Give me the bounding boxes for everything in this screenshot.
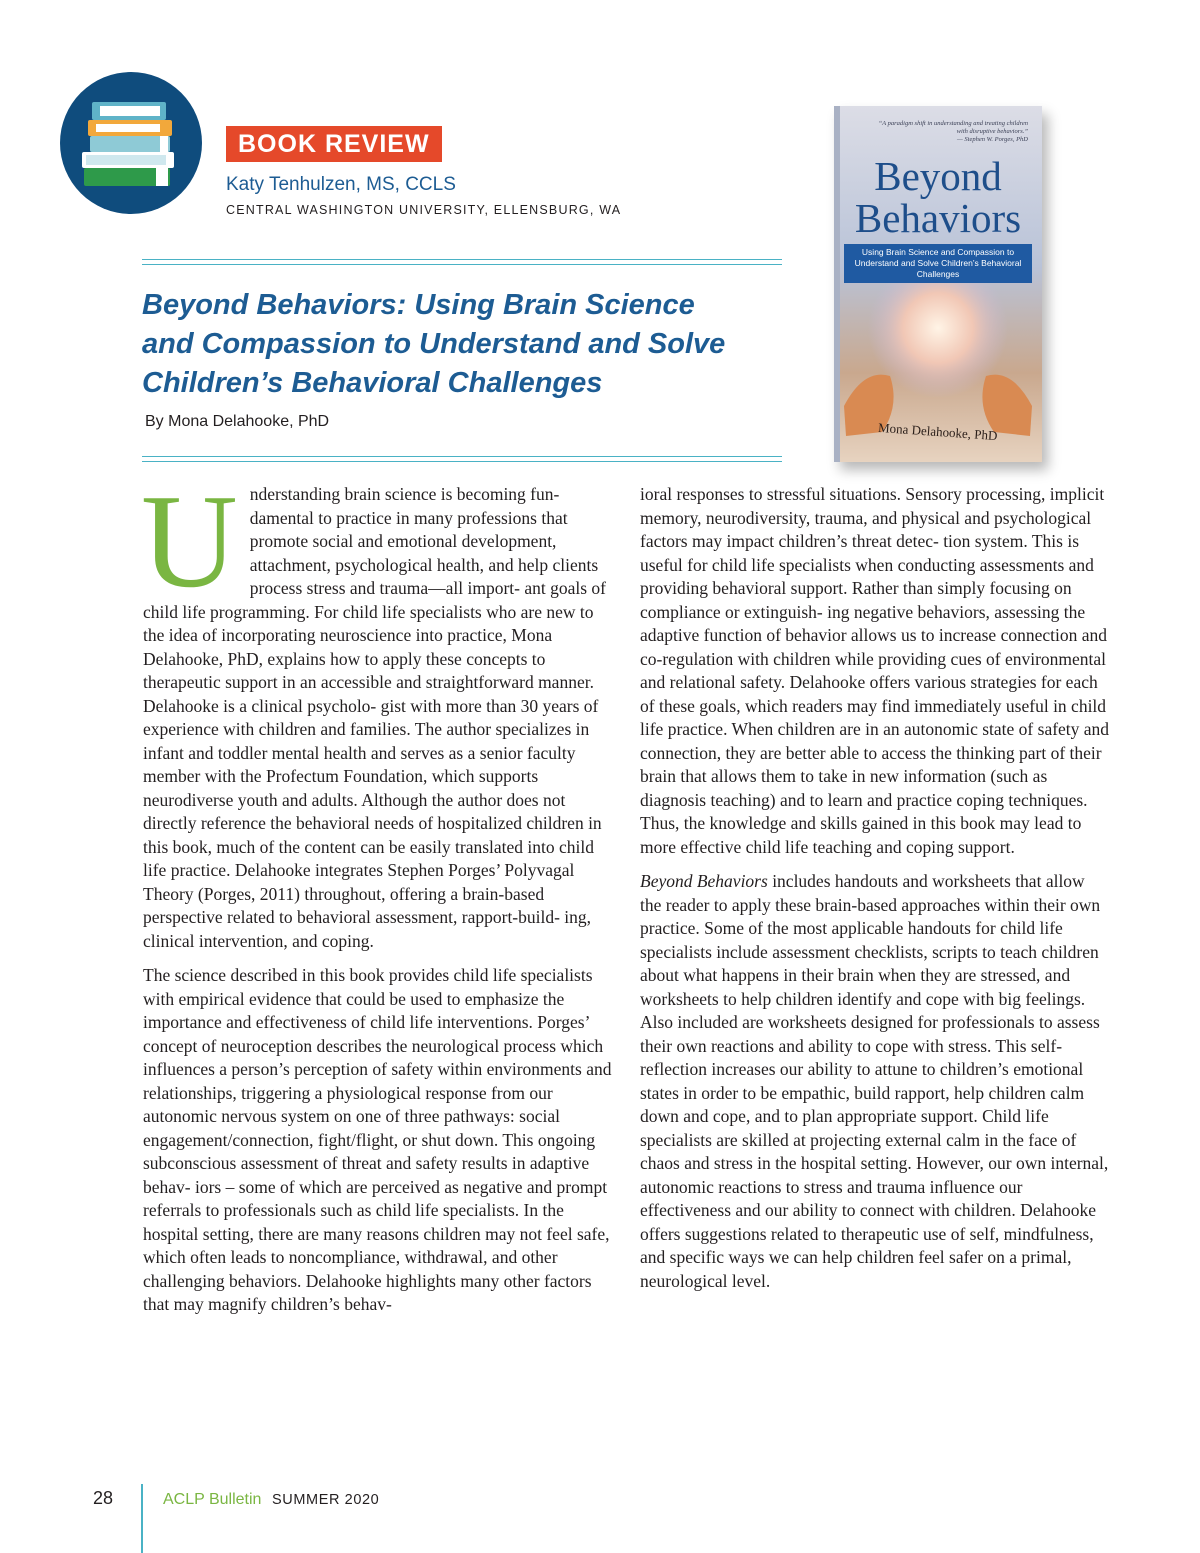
body-column-right bbox=[640, 483, 1110, 1304]
cover-quote-attribution: — Stephen W. Porges, PhD bbox=[956, 136, 1028, 143]
body-paragraph bbox=[141, 467, 613, 953]
books-stack-icon bbox=[60, 72, 202, 214]
cover-title: Beyond bbox=[874, 153, 1002, 199]
page-number: 28 bbox=[93, 1488, 114, 1508]
book-title-line: Children’s Behavioral Challenges bbox=[142, 367, 603, 399]
body-paragraph: The science described in this book provides child life specialists with empirical evidence that could be used to emphasize the importance and effectiveness of child life interventions. Porges’ concept of neuroception describes the neurological process which influences a person’s perception of safety within environments and relationships, triggering a physiological response from our autonomic nervous system on one of three pathways: social engagement/connection, fight/flight, or shut down. This ongoing subconscious assessment of threat and safety results in adaptive behav- iors – some of which are perceived as negative and prompt referrals to professionals such as child life specialists. In the hospital setting, there are many reasons children may not feel safe, which often leads to noncompliance, withdrawal, and other challenging behaviors. Delahooke highlights many other factors that may magnify children’s behav- bbox=[143, 965, 612, 1314]
book-title-line: Beyond Behaviors: Using Brain Science bbox=[142, 289, 695, 321]
body-paragraph bbox=[640, 870, 1110, 1293]
body-paragraph: ioral responses to stressful situations. Sensory processing, implicit memory, neurodiversity, trauma, and physical and psychological factors may impact children’s threat detec- tion system. This is useful for child life specialists when conducting assessments and providing behavioral support. Rather than simply focusing on compliance or extinguish- ing negative behaviors, assessing the adaptive function of behavior allows us to increase connection and co-regulation with children while providing cues of environmental and relational safety. Delahooke offers various strategies for each of these goals, which readers may find immediately useful in child life practice. When children are in an autonomic state of safety and connection, they are better able to access the thinking part of their brain that allows them to take in new information (such as diagnosis teaching) and to learn and practice coping techniques. Thus, the knowledge and skills gained in this book may lead to more effective child life teaching and coping support. bbox=[640, 484, 1110, 857]
cover-subtitle-line: Using Brain Science and Compassion to bbox=[861, 247, 1015, 257]
body-text: includes handouts and worksheets that allow the reader to apply these brain-based approaches within their own practice. Some of the most applicable handouts for child life specialists include assessment checklists, scripts to teach children about what happens in their brain when they are stressed, and worksheets to help children identify and cope with big feelings. Also included are worksheets designed for professionals to assess their own reactions and ability to cope with stress. This self-reflection increases our ability to attune to children’s emotional states in order to be empathic, build rapport, help children calm down and cope, and to plan appropriate support. Child life specialists are skilled at projecting external calm in the face of chaos and stress in the hospital setting. However, our own internal, autonomic reactions to stress and trauma influence our effectiveness and our ability to connect with children. Delahooke offers suggestions related to therapeutic use of self, mindfulness, and specific ways we can help children feel safer on a primal, neurological level. bbox=[640, 871, 1109, 1291]
cover-title: Behaviors bbox=[854, 195, 1022, 241]
body-text: nderstanding brain science is becoming fun- damental to practice in many professions that promote social and emotional development, attachment, psychological health, and help clients process stress and trauma—all import- ant goals of child life programming. For child life specialists who are new to the idea of incorporating neuroscience into practice, Mona Delahooke, PhD, explains how to apply these concepts to therapeutic support in an accessible and straightforward manner. Delahooke is a clinical psycholo- gist with more than 30 years of experience with children and families. The author specializes in infant and toddler mental health and serves as a senior faculty member with the Profectum Foundation, which supports neurodiverse youth and adults. Although the author does not directly reference the behavioral needs of hospitalized children in this book, much of the content can be easily translated into child life practice. Delahooke integrates Stephen Porges’ Polyvagal Theory (Porges, 2011) throughout, offering a brain-based perspective related to behavioral assessment, rapport-build- ing, clinical intervention, and coping. bbox=[143, 484, 607, 951]
footer-divider bbox=[141, 1484, 143, 1553]
book-title bbox=[142, 286, 782, 403]
cover-subtitle bbox=[844, 244, 1032, 283]
cover-quote-text: “A paradigm shift in understanding and treating children with disruptive behaviors.” bbox=[878, 120, 1028, 135]
review-author: Katy Tenhulzen, MS, CCLS bbox=[226, 174, 456, 195]
title-rule-bottom bbox=[142, 456, 782, 462]
cover-subtitle-line: Understand and Solve Children’s Behavioral Challenges bbox=[854, 258, 1022, 279]
book-byline: By Mona Delahooke, PhD bbox=[145, 413, 330, 430]
issue-label: SUMMER 2020 bbox=[272, 1492, 380, 1508]
book-title-italic: Beyond Behaviors bbox=[640, 871, 768, 891]
book-title-line: and Compassion to Understand and Solve bbox=[142, 328, 726, 360]
body-column-left bbox=[141, 467, 613, 1328]
cover-quote bbox=[878, 120, 1028, 144]
drop-cap: U bbox=[141, 467, 238, 615]
cover-author: Mona Delahooke, PhD bbox=[877, 419, 998, 444]
book-cover-image bbox=[834, 106, 1042, 462]
title-rule-top bbox=[142, 259, 782, 265]
publication-name: ACLP Bulletin bbox=[163, 1491, 262, 1508]
author-affiliation: CENTRAL WASHINGTON UNIVERSITY, ELLENSBURG, WA bbox=[226, 203, 622, 217]
section-badge: BOOK REVIEW bbox=[226, 126, 442, 162]
